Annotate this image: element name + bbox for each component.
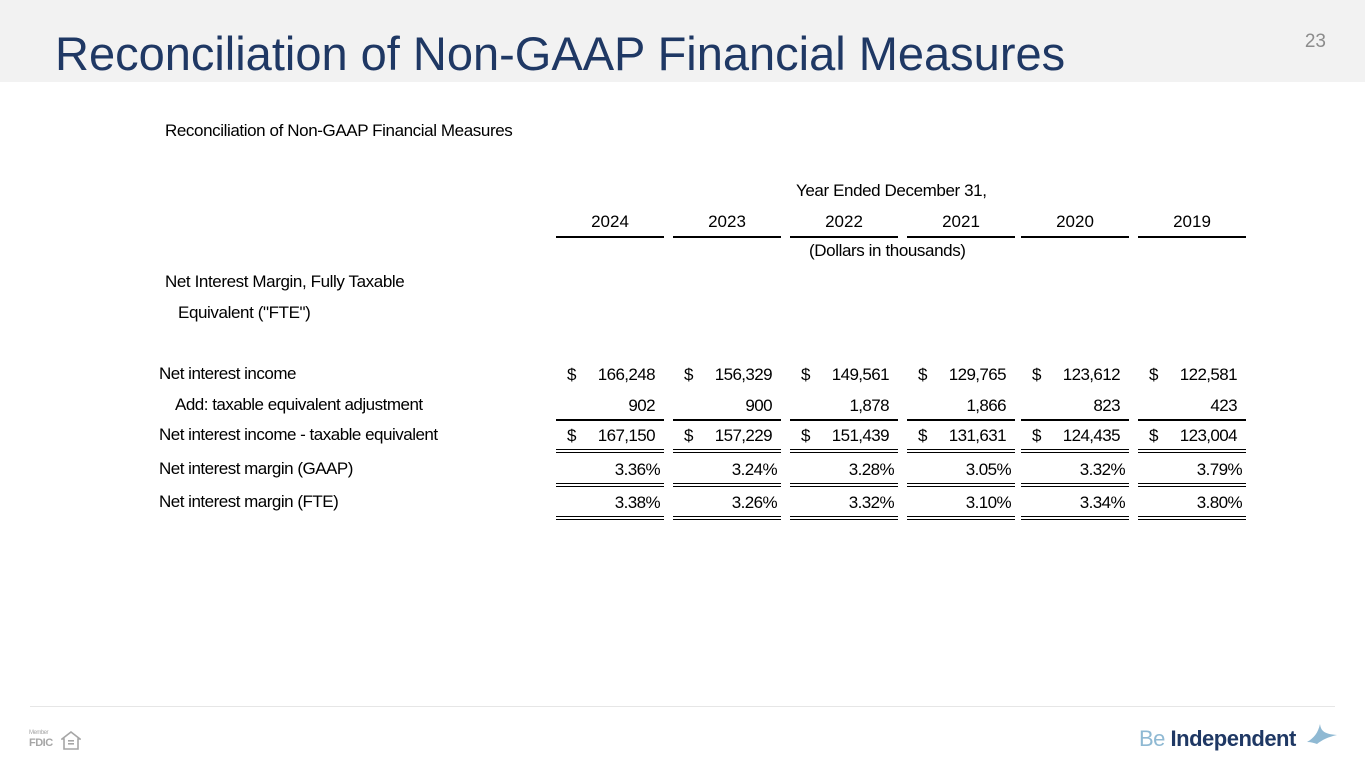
table-cell	[556, 459, 664, 487]
currency-symbol: $	[567, 365, 576, 384]
cell-value: 823	[1093, 396, 1120, 415]
table-cell	[790, 492, 898, 520]
table-cell	[1021, 425, 1129, 453]
cell-value: 156,329	[714, 365, 772, 384]
table-cell	[556, 395, 664, 421]
equal-housing-lender-icon	[61, 731, 81, 751]
cell-value: 3.28%	[848, 460, 894, 479]
brand-name: Independent	[1170, 726, 1296, 751]
table-cell	[1138, 364, 1246, 388]
cell-value: 124,435	[1062, 426, 1120, 445]
cell-value: 3.79%	[1196, 460, 1242, 479]
year-header-2022: 2022	[790, 212, 898, 238]
table-title: Reconciliation of Non-GAAP Financial Measures	[165, 121, 513, 140]
cell-value: 3.38%	[614, 493, 660, 512]
table-cell	[907, 492, 1015, 520]
table-cell	[907, 425, 1015, 453]
currency-symbol: $	[567, 426, 576, 445]
page-number: 23	[1304, 31, 1326, 52]
table-cell	[1021, 364, 1129, 388]
cell-value: 122,581	[1179, 365, 1237, 384]
table-cell	[1138, 395, 1246, 421]
year-header-2023: 2023	[673, 212, 781, 238]
table-cell	[556, 492, 664, 520]
table-cell	[907, 459, 1015, 487]
table-cell	[673, 492, 781, 520]
year-header-2021: 2021	[907, 212, 1015, 238]
fdic-member-text: Member	[29, 730, 49, 736]
row-label-taxable-equivalent-adjustment: Add: taxable equivalent adjustment	[175, 395, 423, 414]
table-cell	[790, 395, 898, 421]
slide-title: Reconciliation of Non-GAAP Financial Measures	[55, 27, 1066, 80]
cell-value: 1,878	[849, 396, 889, 415]
table-cell	[907, 364, 1015, 388]
cell-value: 123,612	[1062, 365, 1120, 384]
cell-value: 3.05%	[965, 460, 1011, 479]
row-label-net-interest-income: Net interest income	[159, 364, 296, 383]
brand-logo	[1139, 726, 1296, 756]
currency-symbol: $	[684, 426, 693, 445]
row-label-nim-fte: Net interest margin (FTE)	[159, 492, 339, 511]
cell-value: 1,866	[966, 396, 1006, 415]
section-label-continued: Equivalent ("FTE")	[178, 303, 311, 322]
table-cell	[556, 425, 664, 453]
cell-value: 3.26%	[731, 493, 777, 512]
section-label: Net Interest Margin, Fully Taxable	[165, 272, 405, 291]
table-cell	[790, 459, 898, 487]
row-label-net-interest-income-fte: Net interest income - taxable equivalent	[159, 425, 438, 444]
row-label-nim-gaap: Net interest margin (GAAP)	[159, 459, 353, 478]
currency-symbol: $	[684, 365, 693, 384]
currency-symbol: $	[1032, 426, 1041, 445]
units-note: (Dollars in thousands)	[809, 241, 966, 260]
table-cell	[790, 364, 898, 388]
cell-value: 902	[628, 396, 655, 415]
year-header-2024: 2024	[556, 212, 664, 238]
cell-value: 167,150	[597, 426, 655, 445]
currency-symbol: $	[1149, 365, 1158, 384]
cell-value: 123,004	[1179, 426, 1237, 445]
year-header-2019: 2019	[1138, 212, 1246, 238]
currency-symbol: $	[1032, 365, 1041, 384]
table-cell	[673, 425, 781, 453]
cell-value: 131,631	[948, 426, 1006, 445]
cell-value: 151,439	[831, 426, 889, 445]
table-cell	[1138, 459, 1246, 487]
table-cell	[673, 459, 781, 487]
cell-value: 157,229	[714, 426, 772, 445]
cell-value: 900	[745, 396, 772, 415]
cell-value: 3.36%	[614, 460, 660, 479]
cell-value: 166,248	[597, 365, 655, 384]
currency-symbol: $	[918, 426, 927, 445]
table-cell	[1021, 395, 1129, 421]
currency-symbol: $	[801, 365, 810, 384]
table-cell	[556, 364, 664, 388]
bird-icon	[1306, 722, 1338, 746]
table-cell	[1021, 492, 1129, 520]
table-cell	[907, 395, 1015, 421]
cell-value: 3.80%	[1196, 493, 1242, 512]
year-header-2020: 2020	[1021, 212, 1129, 238]
table-cell	[673, 364, 781, 388]
fdic-text: FDIC	[29, 737, 53, 749]
cell-value: 423	[1210, 396, 1237, 415]
table-cell	[673, 395, 781, 421]
currency-symbol: $	[918, 365, 927, 384]
table-cell	[1021, 459, 1129, 487]
footer-divider	[30, 706, 1335, 707]
cell-value: 3.34%	[1079, 493, 1125, 512]
currency-symbol: $	[801, 426, 810, 445]
cell-value: 3.10%	[965, 493, 1011, 512]
table-cell	[790, 425, 898, 453]
table-cell	[1138, 425, 1246, 453]
cell-value: 149,561	[831, 365, 889, 384]
cell-value: 3.32%	[1079, 460, 1125, 479]
cell-value: 129,765	[948, 365, 1006, 384]
fdic-logo	[29, 731, 57, 751]
currency-symbol: $	[1149, 426, 1158, 445]
cell-value: 3.32%	[848, 493, 894, 512]
brand-be: Be	[1139, 726, 1165, 751]
table-cell	[1138, 492, 1246, 520]
cell-value: 3.24%	[731, 460, 777, 479]
period-header: Year Ended December 31,	[796, 181, 987, 200]
